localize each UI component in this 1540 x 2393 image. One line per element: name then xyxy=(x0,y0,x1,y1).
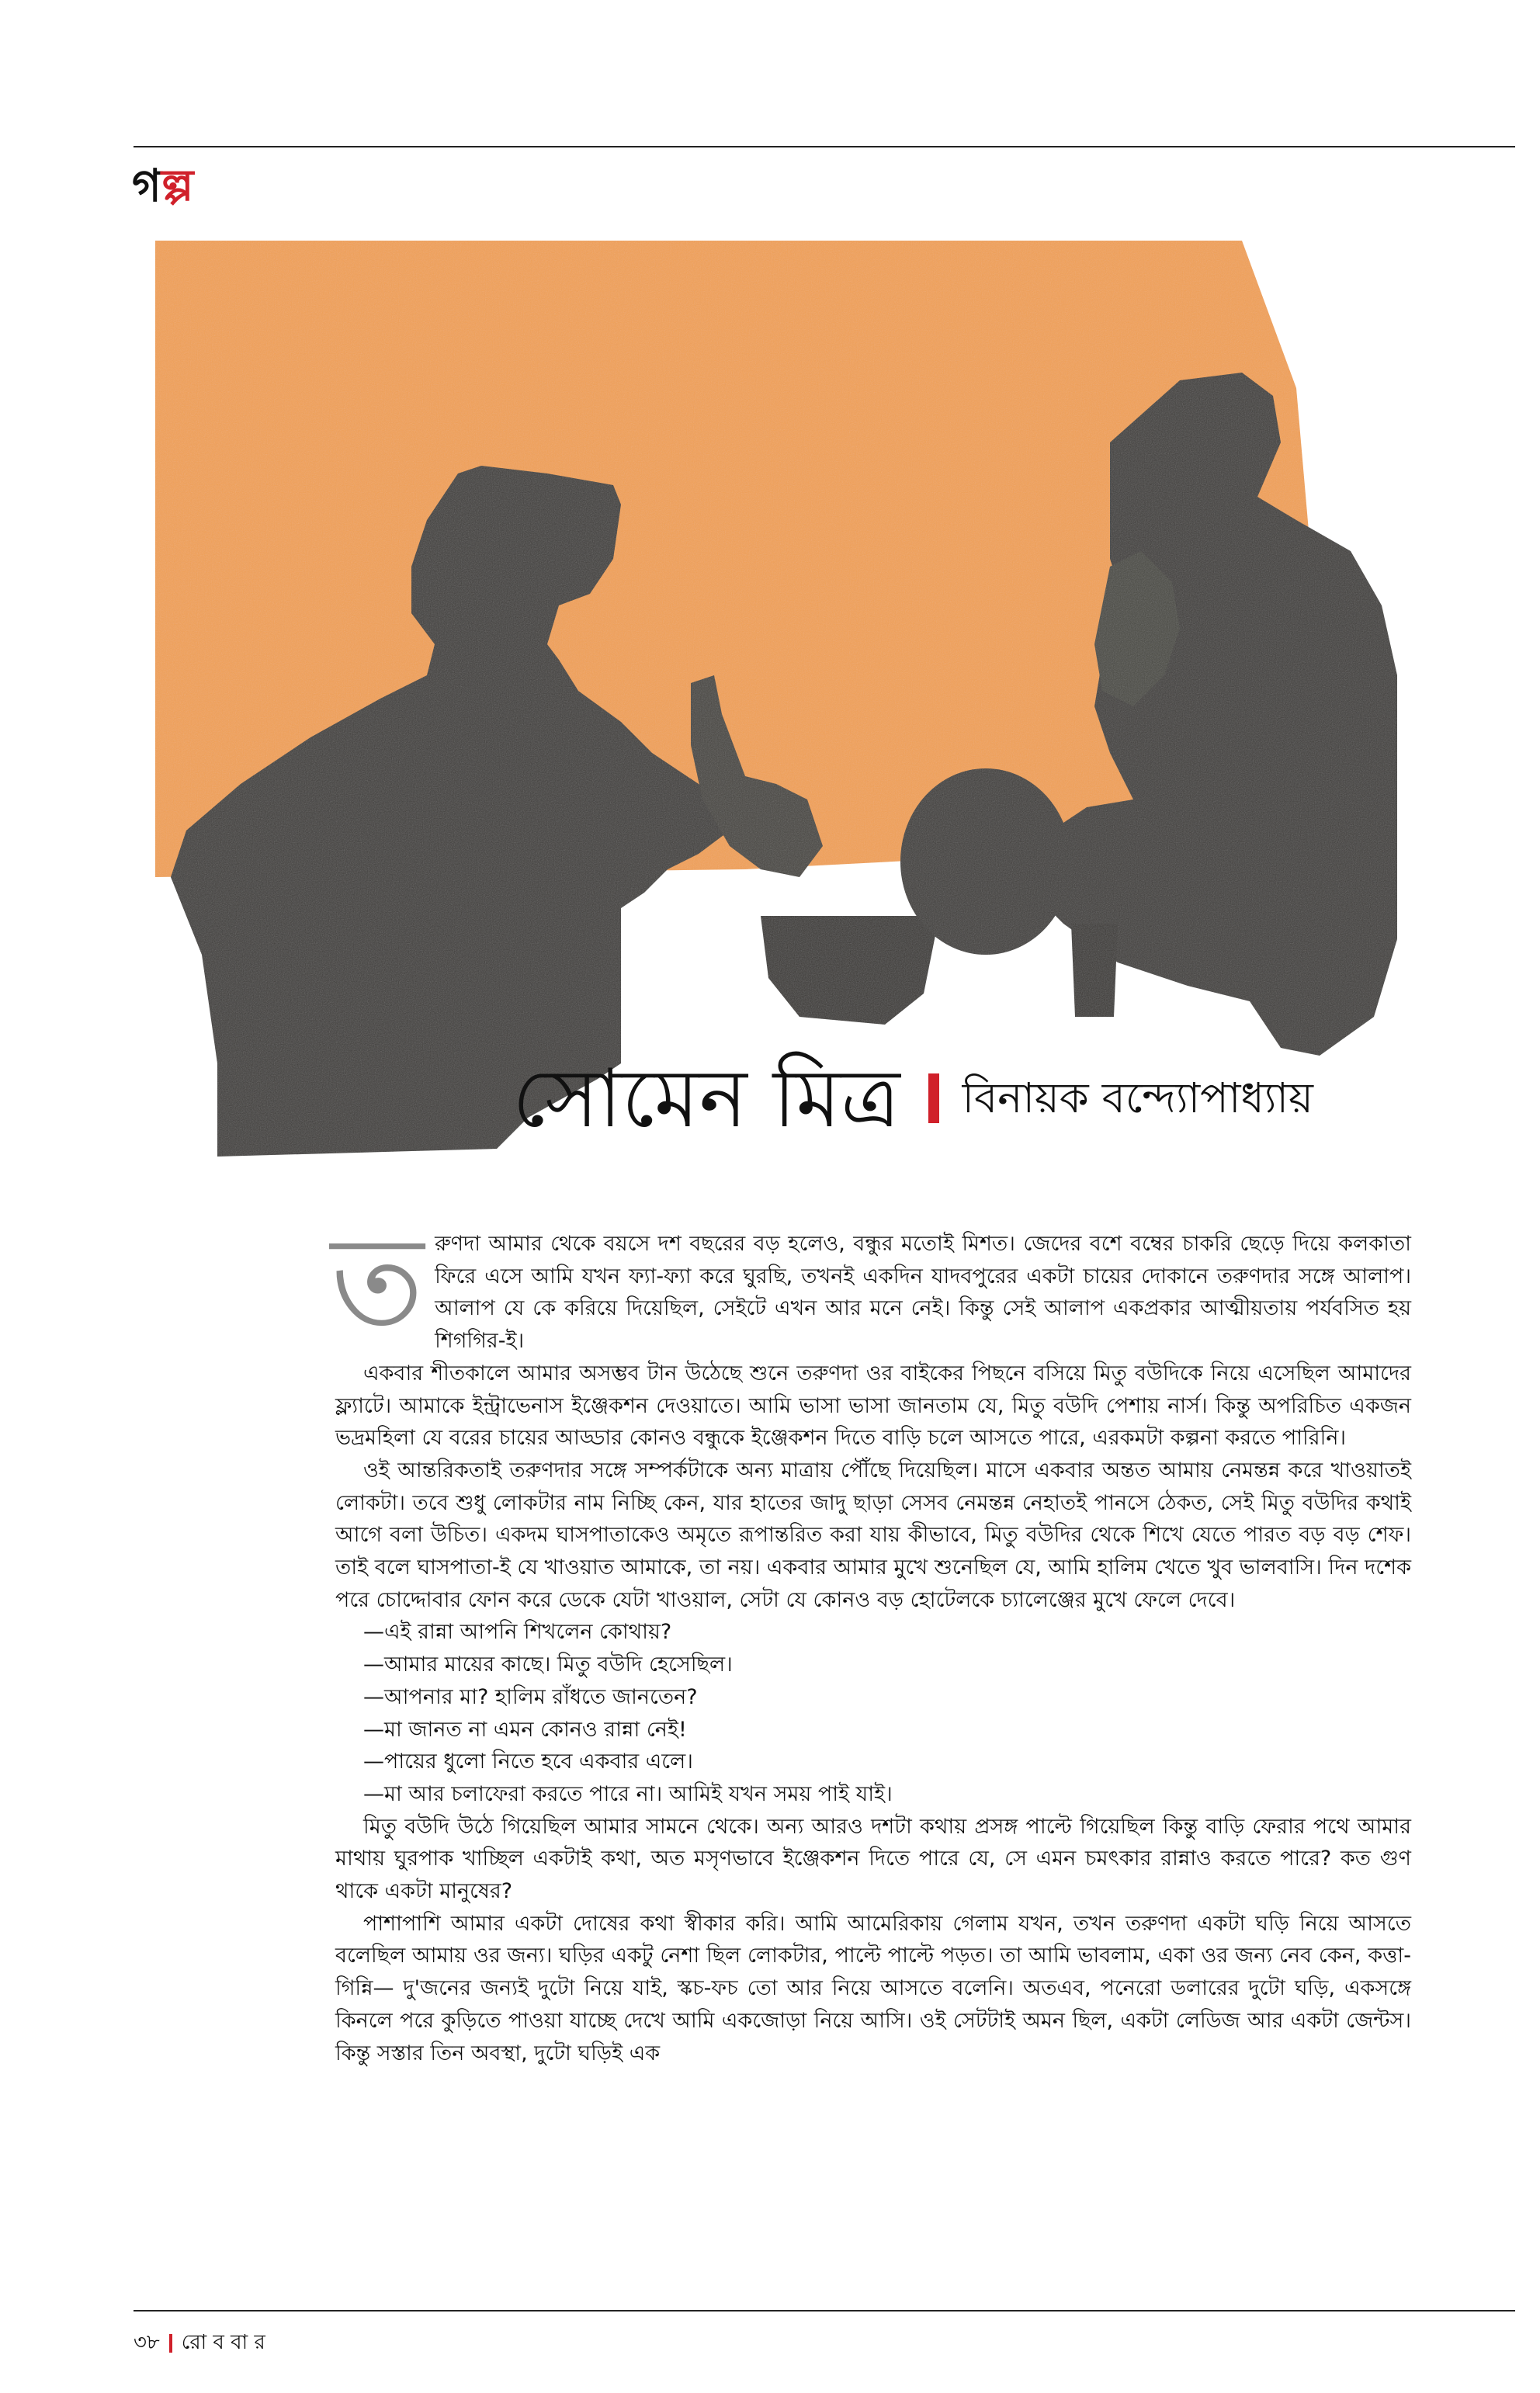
title-divider-bar xyxy=(928,1073,939,1123)
paragraph-3: ওই আন্তরিকতাই তরুণদার সঙ্গে সম্পর্কটাকে অন্য মাত্রায় পৌঁছে দিয়েছিল। মাসে একবার অন্তত আমায় নেমন্তন্ন করে খাওয়াতই লোকটা। তবে শুধু লোকটার নাম নিচ্ছি কেন, যার হাতের জাদু ছাড়া সেসব নেমন্তন্ন নেহাতই পানসে ঠেকত, সেই মিতু বউদির কথাই আগে বলা উচিত। একদম ঘাসপাতাকেও অমৃতে রূপান্তরিত করা যায় কীভাবে, মিতু বউদির থেকে শিখে যেতে পারত বড় বড় শেফ। তাই বলে ঘাসপাতা-ই যে খাওয়াত আমাকে, তা নয়। একবার আমার মুখে শুনেছিল যে, আমি হালিম খেতে খুব ভালবাসি। দিন দশেক পরে চোদ্দোবার ফোন করে ডেকে যেটা খাওয়াল, সেটা যে কোনও বড় হোটেলকে চ্যালেঞ্জের মুখে ফেলে দেবে। xyxy=(335,1458,1411,1612)
dialogue-line-4: —মা জানত না এমন কোনও রান্না নেই! xyxy=(363,1717,687,1742)
dialogue-line-5: —পায়ের ধুলো নিতে হবে একবার এলে। xyxy=(363,1750,693,1774)
glass-silhouette xyxy=(1071,924,1118,1017)
page-footer xyxy=(134,2326,265,2360)
paragraph-2: একবার শীতকালে আমার অসম্ভব টান উঠেছে শুনে তরুণদা ওর বাইকের পিছনে বসিয়ে মিতু বউদিকে নিয়ে এসেছিল আমাদের ফ্ল্যাটে। আমাকে ইন্ট্রাভেনাস ইঞ্জেকশন দেওয়াতে। আমি ভাসা ভাসা জানতাম যে, মিতু বউদি পেশায় নার্স। কিন্তু অপরিচিত একজন ভদ্রমহিলা যে বরের চায়ের আড্ডার কোনও বন্ধুকে ইঞ্জেকশন দিতে বাড়ি চলে আসতে পারে, এরকমটা কল্পনা করতে পারিনি। xyxy=(335,1361,1411,1451)
title-block xyxy=(512,1040,1313,1157)
dialogue-line-6: —মা আর চলাফেরা করতে পারে না। আমিই যখন সময় পাই যাই। xyxy=(363,1781,893,1806)
bottom-rule xyxy=(134,2310,1515,2311)
article-body xyxy=(331,1209,1411,2069)
magazine-name: রো ব বা র xyxy=(181,2331,265,2354)
story-title: সোমেন মিত্র xyxy=(512,1051,900,1146)
dialogue-line-1: —এই রান্না আপনি শিখলেন কোথায়? xyxy=(363,1620,672,1645)
section-label-part2: ল্প xyxy=(161,159,194,212)
footer-divider-bar xyxy=(169,2334,172,2353)
top-rule xyxy=(134,146,1515,147)
dialogue-line-2: —আমার মায়ের কাছে। মিতু বউদি হেসেছিল। xyxy=(363,1653,733,1677)
drop-cap: ত xyxy=(331,1209,425,1354)
section-label xyxy=(132,159,194,212)
page-number: ৩৮ xyxy=(134,2331,160,2354)
section-label-part1: গ xyxy=(132,159,162,212)
dialogue-line-3: —আপনার মা? হালিম রাঁধতে জানতেন? xyxy=(363,1684,698,1709)
author-byline: বিনায়ক বন্দ্যোপাধ্যায় xyxy=(962,1073,1313,1122)
paragraph-4: মিতু বউদি উঠে গিয়েছিল আমার সামনে থেকে। অন্য আরও দশটা কথায় প্রসঙ্গ পাল্টে গিয়েছিল কিন্তু বাড়ি ফেরার পথে আমার মাথায় ঘুরপাক খাচ্ছিল একটাই কথা, অত মসৃণভাবে ইঞ্জেকশন দিতে পারে যে, সে এমন চমৎকার রান্নাও করতে পারে? কত গুণ থাকে একটা মানুষের? xyxy=(335,1814,1411,1904)
paragraph-1: তরুণদা আমার থেকে বয়সে দশ বছরের বড় হলেও, বন্ধুর মতোই মিশত। জেদের বশে বম্বের চাকরি ছেড়ে দিয়ে কলকাতা ফিরে এসে আমি যখন ফ্যা-ফ্যা করে ঘুরছি, তখনই একদিন যাদবপুরের একটা চায়ের দোকানে তরুণদার সঙ্গে আলাপ। আলাপ যে কে করিয়ে দিয়েছিল, সেইটে এখন আর মনে নেই। কিন্তু সেই আলাপ একপ্রকার আত্মীয়তায় পর্যবসিত হয় শিগগির-ই। xyxy=(331,1209,1411,1354)
paragraph-5: পাশাপাশি আমার একটা দোষের কথা স্বীকার করি। আমি আমেরিকায় গেলাম যখন, তখন তরুণদা একটা ঘড়ি নিয়ে আসতে বলেছিল আমায় ওর জন্য। ঘড়ির একটু নেশা ছিল লোকটার, পাল্টে পাল্টে পড়ত। তা আমি ভাবলাম, একা ওর জন্য নেব কেন, কত্তা-গিন্নি— দু'জনের জন্যই দুটো নিয়ে যাই, স্কচ-ফচ তো আর নিয়ে আসতে বলেনি। অতএব, পনেরো ডলারের দুটো ঘড়ি, একসঙ্গে কিনলে পরে কুড়িতে পাওয়া যাচ্ছে দেখে আমি একজোড়া নিয়ে আসি। ওই সেটটাই অমন ছিল, একটা লেডিজ আর একটা জেন্টস। কিন্তু সস্তার তিন অবস্থা, দুটো ঘড়িই এক xyxy=(335,1911,1411,2065)
bowl-silhouette xyxy=(761,916,939,1025)
